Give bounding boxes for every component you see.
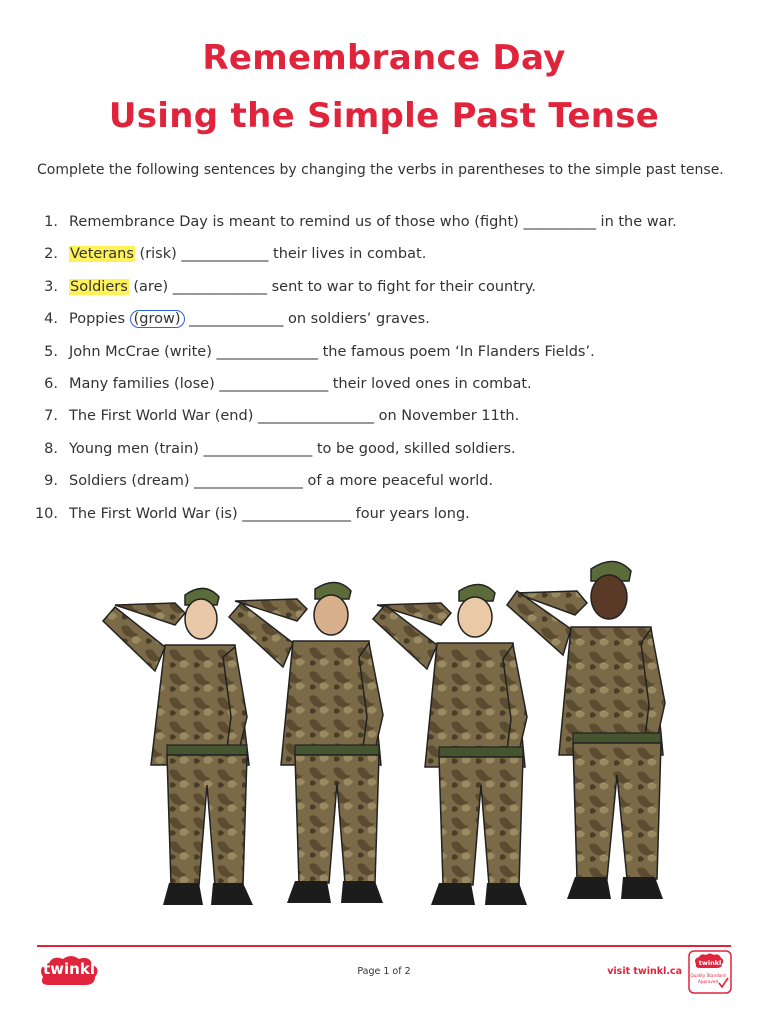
item-number: 7. — [44, 408, 58, 425]
item-number: 4. — [44, 311, 58, 328]
badge-logo-text: twinkl — [698, 959, 722, 967]
answer-blank[interactable]: ________________ — [257, 408, 374, 425]
item-text-pre: Soldiers (dream) — [69, 473, 195, 490]
item-text — [69, 214, 677, 230]
item-text-post: sent to war to fight for their country. — [267, 278, 536, 295]
website-link[interactable]: visit twinkl.ca — [607, 966, 682, 977]
item-text-post: to be good, skilled soldiers. — [312, 440, 516, 457]
highlighted-word: Soldiers — [70, 278, 128, 295]
badge-text-line3: Approved — [697, 979, 719, 984]
list-item — [30, 506, 750, 538]
item-text-pre: The First World War (is) — [69, 505, 243, 522]
highlighted-word: Veterans — [70, 246, 134, 263]
footer-divider — [37, 945, 731, 947]
item-text — [69, 376, 532, 392]
circled-verb: (grow) — [130, 310, 185, 328]
item-text — [69, 473, 493, 489]
list-item — [30, 441, 750, 473]
answer-blank[interactable]: ____________ — [181, 246, 269, 263]
soldier-figure — [373, 584, 527, 905]
list-item — [30, 214, 750, 246]
item-text-pre: Poppies — [69, 311, 130, 328]
item-text — [69, 246, 426, 262]
item-number: 6. — [44, 375, 58, 392]
badge-text-line2: Quality Standard — [690, 973, 726, 978]
answer-blank[interactable]: _____________ — [184, 311, 284, 328]
answer-blank[interactable]: _____________ — [172, 278, 268, 295]
list-item — [30, 311, 750, 343]
item-text — [69, 344, 595, 360]
soldier-figure — [103, 588, 253, 905]
item-number: 3. — [44, 278, 58, 295]
item-text-pre: (are) — [128, 278, 173, 295]
item-text-pre: Many families (lose) — [69, 375, 220, 392]
answer-blank[interactable]: _______________ — [242, 505, 351, 522]
item-number: 8. — [44, 440, 58, 457]
question-list — [30, 214, 750, 538]
item-text-post: of a more peaceful world. — [302, 473, 494, 490]
item-text-post: on soldiers’ graves. — [283, 311, 430, 328]
answer-blank[interactable]: _______________ — [203, 440, 313, 457]
item-text-post: four years long. — [351, 505, 470, 522]
answer-blank[interactable]: __________ — [523, 214, 596, 230]
page-number: Page 1 of 2 — [357, 966, 411, 977]
item-text-pre: Remembrance Day is meant to remind us of those who (fight) — [69, 214, 524, 230]
instructions: Complete the following sentences by changing the verbs in parentheses to the simple past tense. — [37, 162, 724, 178]
item-number: 9. — [44, 473, 58, 490]
soldier-figure — [507, 561, 665, 899]
list-item — [30, 279, 750, 311]
item-number: 1. — [44, 214, 58, 230]
list-item — [30, 246, 750, 278]
item-number: 2. — [44, 246, 58, 263]
item-text-pre: Young men (train) — [69, 440, 204, 457]
item-number: 5. — [44, 343, 58, 360]
twinkl-logo-text: twinkl — [43, 960, 95, 978]
item-text-post: the famous poem ‘In Flanders Fields’. — [318, 343, 595, 360]
answer-blank[interactable]: _______________ — [219, 375, 329, 392]
answer-blank[interactable]: ______________ — [216, 343, 318, 360]
item-text-post: their loved ones in combat. — [328, 375, 532, 392]
item-text-pre: The First World War (end) — [69, 408, 258, 425]
list-item — [30, 376, 750, 408]
list-item — [30, 473, 750, 505]
item-text-pre: (risk) — [134, 246, 182, 263]
item-text-post: on November 11th. — [373, 408, 520, 425]
item-text — [69, 441, 516, 457]
item-text-post: in the war. — [595, 214, 677, 230]
answer-blank[interactable]: _______________ — [194, 473, 303, 490]
item-text — [69, 408, 519, 424]
item-text — [69, 279, 536, 295]
list-item — [30, 408, 750, 440]
item-text — [69, 311, 430, 327]
item-number: 10. — [34, 505, 58, 522]
item-text-post: their lives in combat. — [268, 246, 427, 263]
saluting-soldiers-illustration — [85, 545, 685, 925]
list-item — [30, 344, 750, 376]
page-subtitle: Using the Simple Past Tense — [108, 96, 660, 136]
quality-badge-icon — [688, 950, 732, 994]
page-title: Remembrance Day — [202, 38, 566, 78]
item-text-pre: John McCrae (write) — [69, 343, 217, 360]
item-text — [69, 506, 470, 522]
soldier-figure — [229, 582, 383, 903]
